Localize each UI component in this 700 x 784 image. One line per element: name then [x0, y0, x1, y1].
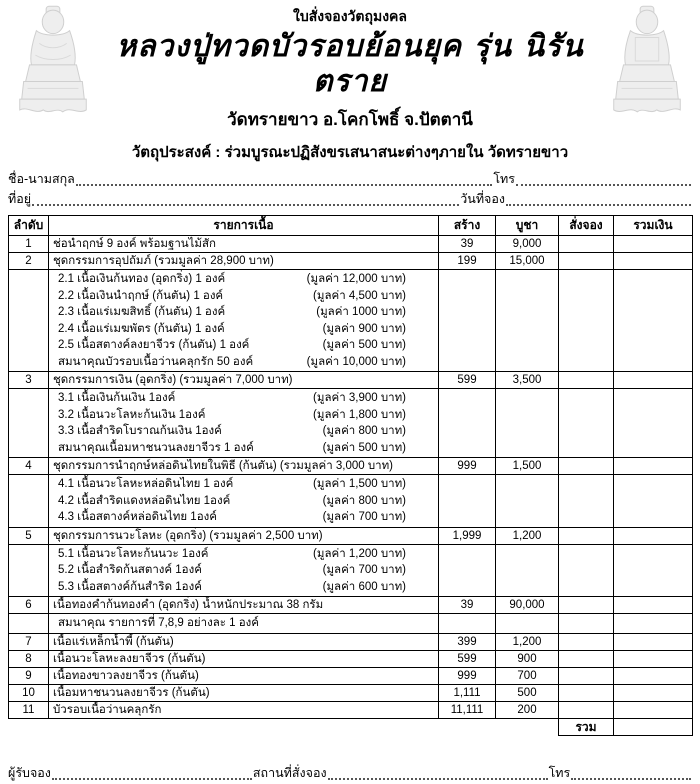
made-quantity-empty	[439, 614, 496, 634]
name-label: ชื่อ-นามสกุล	[8, 172, 75, 186]
item-description: ชุดกรรมการนวะโลหะ (อุดกริ่ง) (รวมมูลค่า 2,500 บาท)	[49, 527, 439, 544]
sub-item-line	[53, 288, 434, 305]
order-quantity-cell[interactable]	[559, 527, 614, 544]
grand-total-label: รวม	[559, 718, 614, 735]
table-subrow	[9, 544, 693, 597]
row-number-empty	[9, 614, 49, 634]
row-number-empty	[9, 475, 49, 528]
order-quantity-cell[interactable]	[559, 475, 614, 528]
table-row	[9, 458, 693, 475]
sub-items-cell	[49, 270, 439, 372]
row-number: 7	[9, 633, 49, 650]
sub-item-line	[53, 337, 434, 354]
column-header-price: บูชา	[496, 216, 559, 236]
worship-price: 900	[496, 650, 559, 667]
table-subrow	[9, 270, 693, 372]
worship-price-empty	[496, 389, 559, 458]
order-table	[8, 215, 693, 736]
row-total-cell[interactable]	[614, 684, 693, 701]
sub-items-cell	[49, 544, 439, 597]
sub-items-cell	[49, 614, 439, 634]
sub-item-line	[53, 423, 434, 440]
item-description: เนื้อแร่เหล็กน้ำพี้ (ก้นตัน)	[49, 633, 439, 650]
made-quantity: 999	[439, 458, 496, 475]
sub-item-text: 5.3 เนื้อสตางค์ก้นสำริด 1องค์	[58, 580, 202, 593]
name-phone-line	[8, 170, 692, 190]
table-row	[9, 701, 693, 718]
worship-price: 15,000	[496, 253, 559, 270]
row-number-empty	[9, 544, 49, 597]
item-description: ช่อนำฤกษ์ 9 องค์ พร้อมฐานไม้สัก	[49, 236, 439, 253]
sub-item-value	[406, 615, 434, 632]
order-quantity-cell[interactable]	[559, 389, 614, 458]
main-title: หลวงปู่ทวดบัวรอบย้อนยุค รุ่น นิรันตราย	[116, 29, 584, 99]
sub-item-value: (มูลค่า 700 บาท)	[322, 511, 406, 523]
made-quantity-empty	[439, 389, 496, 458]
order-quantity-cell[interactable]	[559, 633, 614, 650]
column-header-index: ลำดับ	[9, 216, 49, 236]
order-quantity-cell[interactable]	[559, 253, 614, 270]
order-quantity-cell[interactable]	[559, 544, 614, 597]
table-row	[9, 650, 693, 667]
worship-price: 90,000	[496, 597, 559, 614]
row-total-cell[interactable]	[614, 667, 693, 684]
row-total-cell[interactable]	[614, 475, 693, 528]
made-quantity: 39	[439, 236, 496, 253]
name-input-line[interactable]	[76, 184, 493, 186]
header	[8, 4, 692, 164]
worship-price: 200	[496, 701, 559, 718]
made-quantity-empty	[439, 544, 496, 597]
sub-item-text: 5.2 เนื้อสำริดก้นสตางค์ 1องค์	[58, 564, 202, 576]
sub-item-text: สมนาคุณ รายการที่ 7,8,9 อย่างละ 1 องค์	[58, 617, 259, 629]
row-number-empty	[9, 270, 49, 372]
order-quantity-cell[interactable]	[559, 650, 614, 667]
made-quantity: 599	[439, 372, 496, 389]
made-quantity-empty	[439, 475, 496, 528]
booking-date-input-line[interactable]	[506, 204, 691, 206]
sub-item-value: (มูลค่า 500 บาท)	[322, 339, 406, 351]
row-number: 6	[9, 597, 49, 614]
made-quantity: 999	[439, 667, 496, 684]
form-title: ใบสั่งจองวัตถุมงคล	[293, 8, 407, 24]
amulet-statue-back-image	[602, 4, 692, 118]
worship-price: 1,200	[496, 633, 559, 650]
sub-item-value: (มูลค่า 1,800 บาท)	[313, 408, 406, 421]
table-row	[9, 527, 693, 544]
item-description: ชุดกรรมการอุปถัมภ์ (รวมมูลค่า 28,900 บาท)	[49, 253, 439, 270]
sub-items-cell	[49, 475, 439, 528]
table-subrow	[9, 614, 693, 634]
sub-item-text: 4.1 เนื้อนวะโลหะหล่อดินไทย 1 องค์	[58, 478, 234, 490]
sub-item-line	[53, 390, 434, 407]
row-number-empty	[9, 389, 49, 458]
sub-item-text: 3.3 เนื้อสำริดโบราณก้นเงิน 1องค์	[58, 425, 222, 437]
row-number: 4	[9, 458, 49, 475]
item-description: บัวรอบเนื้อว่านคลุกรัก	[49, 701, 439, 718]
row-total-cell[interactable]	[614, 270, 693, 372]
made-quantity: 11,111	[439, 701, 496, 718]
amulet-statue-front-image	[8, 4, 98, 118]
sub-item-value: (มูลค่า 500 บาท)	[322, 441, 406, 454]
sub-item-value: (มูลค่า 1000 บาท)	[316, 306, 406, 318]
table-row	[9, 372, 693, 389]
sub-item-value: (มูลค่า 10,000 บาท)	[306, 355, 406, 368]
order-table-footer	[9, 718, 693, 735]
sub-item-text: 3.1 เนื้อเงินก้นเงิน 1องค์	[58, 392, 176, 404]
row-total-cell[interactable]	[614, 389, 693, 458]
grand-total-row	[9, 718, 693, 735]
sub-item-line	[53, 509, 434, 526]
order-quantity-cell[interactable]	[559, 236, 614, 253]
receiver-label: ผู้รับจอง	[8, 765, 51, 780]
order-quantity-cell[interactable]	[559, 667, 614, 684]
row-total-cell[interactable]	[614, 527, 693, 544]
sub-item-line	[53, 321, 434, 338]
place-label: สถานที่สั่งจอง	[252, 765, 327, 780]
address-date-line	[8, 190, 692, 210]
address-input-line[interactable]	[32, 204, 459, 206]
row-total-cell[interactable]	[614, 633, 693, 650]
sub-item-text: 2.2 เนื้อเงินนำฤกษ์ (ก้นตัน) 1 องค์	[58, 289, 224, 302]
sub-item-line	[53, 271, 434, 288]
worship-price-empty	[496, 475, 559, 528]
item-description: ชุดกรรมการเงิน (อุดกริ่ง) (รวมมูลค่า 7,000 บาท)	[49, 372, 439, 389]
order-quantity-cell[interactable]	[559, 614, 614, 634]
column-header-item: รายการเนื้อ	[49, 216, 439, 236]
sub-item-text: 2.5 เนื้อสตางค์ลงยาจีวร (ก้นตัน) 1 องค์	[58, 339, 250, 351]
item-description: ชุดกรรมการนำฤกษ์หล่อดินไทยในพิธี (ก้นตัน) (รวมมูลค่า 3,000 บาท)	[49, 458, 439, 475]
sub-item-text: 2.1 เนื้อเงินก้นทอง (อุดกริ่ง) 1 องค์	[58, 273, 226, 285]
purpose-line: วัตถุประสงค์ : ร่วมบูรณะปฏิสังขรเสนาสนะต่างๆภายใน วัดทรายขาว	[131, 144, 569, 161]
row-number: 5	[9, 527, 49, 544]
worship-price-empty	[496, 614, 559, 634]
item-description: เนื้อนวะโลหะลงยาจีวร (ก้นตัน)	[49, 650, 439, 667]
worship-price: 500	[496, 684, 559, 701]
footer-spacer-cell	[439, 718, 496, 735]
row-number: 2	[9, 253, 49, 270]
place-input-line[interactable]	[328, 778, 548, 780]
table-subrow	[9, 389, 693, 458]
sub-item-line	[53, 615, 434, 632]
table-row	[9, 667, 693, 684]
sub-item-value: (มูลค่า 3,900 บาท)	[313, 392, 406, 404]
customer-fields	[8, 170, 692, 210]
order-table-body	[9, 236, 693, 719]
worship-price: 700	[496, 667, 559, 684]
worship-price: 1,500	[496, 458, 559, 475]
sub-item-text: สมนาคุณเนื้อมหาชนวนลงยาจีวร 1 องค์	[58, 441, 254, 454]
row-number: 10	[9, 684, 49, 701]
order-quantity-cell[interactable]	[559, 270, 614, 372]
temple-line: วัดทรายขาว อ.โคกโพธิ์ จ.ปัตตานี	[227, 110, 473, 129]
receiver-line	[8, 764, 692, 784]
sub-item-value: (มูลค่า 12,000 บาท)	[306, 273, 406, 285]
worship-price: 3,500	[496, 372, 559, 389]
table-row	[9, 684, 693, 701]
row-total-cell[interactable]	[614, 650, 693, 667]
sub-item-value: (มูลค่า 800 บาท)	[322, 494, 406, 507]
sub-item-value: (มูลค่า 700 บาท)	[322, 564, 406, 576]
item-description: เนื้อทองคำก้นทองคำ (อุดกริ่ง) น้ำหนักประมาณ 38 กรัม	[49, 597, 439, 614]
footer-spacer-cell	[49, 718, 439, 735]
order-quantity-cell[interactable]	[559, 701, 614, 718]
phone-label: โทร	[493, 172, 515, 186]
made-quantity: 1,111	[439, 684, 496, 701]
phone-input-line[interactable]	[516, 184, 691, 186]
address-label: ที่อยู่	[8, 192, 32, 206]
sub-items-cell	[49, 389, 439, 458]
row-total-cell[interactable]	[614, 458, 693, 475]
worship-price-empty	[496, 544, 559, 597]
item-description: เนื้อมหาชนวนลงยาจีวร (ก้นตัน)	[49, 684, 439, 701]
made-quantity: 39	[439, 597, 496, 614]
sub-item-line	[53, 493, 434, 510]
row-number: 1	[9, 236, 49, 253]
sub-item-value: (มูลค่า 800 บาท)	[322, 425, 406, 437]
sub-item-value: (มูลค่า 1,200 บาท)	[313, 547, 406, 560]
worship-price: 1,200	[496, 527, 559, 544]
worship-price-empty	[496, 270, 559, 372]
header-text-block	[98, 4, 602, 164]
receiver-input-line[interactable]	[52, 778, 252, 780]
table-subrow	[9, 475, 693, 528]
item-description: เนื้อทองขาวลงยาจีวร (ก้นตัน)	[49, 667, 439, 684]
sub-item-value: (มูลค่า 900 บาท)	[322, 322, 406, 335]
row-number: 11	[9, 701, 49, 718]
sub-item-line	[53, 440, 434, 457]
made-quantity: 599	[439, 650, 496, 667]
column-header-order-qty: สั่งจอง	[559, 216, 614, 236]
sub-item-text: สมนาคุณบัวรอบเนื้อว่านคลุกรัก 50 องค์	[58, 355, 254, 368]
sub-item-text: 5.1 เนื้อนวะโลหะก้นนวะ 1องค์	[58, 547, 209, 560]
order-quantity-cell[interactable]	[559, 372, 614, 389]
sub-item-line	[53, 304, 434, 321]
made-quantity: 199	[439, 253, 496, 270]
sub-item-text: 4.3 เนื้อสตางค์หล่อดินไทย 1องค์	[58, 511, 217, 523]
sub-item-text: 4.2 เนื้อสำริดแดงหล่อดินไทย 1องค์	[58, 494, 231, 507]
sub-item-line	[53, 476, 434, 493]
order-quantity-cell[interactable]	[559, 458, 614, 475]
row-total-cell[interactable]	[614, 614, 693, 634]
sub-item-text: 3.2 เนื้อนวะโลหะก้นเงิน 1องค์	[58, 408, 206, 421]
sub-item-text: 2.3 เนื้อแร่เมฆสิทธิ์ (ก้นตัน) 1 องค์	[58, 306, 226, 318]
sub-item-text: 2.4 เนื้อแร่เมฆพัตร (ก้นตัน) 1 องค์	[58, 322, 225, 335]
worship-price: 9,000	[496, 236, 559, 253]
made-quantity: 1,999	[439, 527, 496, 544]
sub-item-line	[53, 562, 434, 579]
table-row	[9, 633, 693, 650]
sub-item-line	[53, 546, 434, 563]
column-header-total: รวมเงิน	[614, 216, 693, 236]
table-row	[9, 236, 693, 253]
made-quantity-empty	[439, 270, 496, 372]
footer-phone-input-line[interactable]	[571, 778, 691, 780]
grand-total-amount-cell[interactable]	[614, 718, 693, 735]
row-number: 3	[9, 372, 49, 389]
table-row	[9, 597, 693, 614]
column-header-made: สร้าง	[439, 216, 496, 236]
row-number: 9	[9, 667, 49, 684]
sub-item-line	[53, 354, 434, 371]
footer-spacer-cell	[9, 718, 49, 735]
order-quantity-cell[interactable]	[559, 597, 614, 614]
order-quantity-cell[interactable]	[559, 684, 614, 701]
row-total-cell[interactable]	[614, 372, 693, 389]
made-quantity: 399	[439, 633, 496, 650]
row-total-cell[interactable]	[614, 597, 693, 614]
row-total-cell[interactable]	[614, 544, 693, 597]
sub-item-value: (มูลค่า 1,500 บาท)	[313, 478, 406, 490]
row-total-cell[interactable]	[614, 701, 693, 718]
table-row	[9, 253, 693, 270]
row-number: 8	[9, 650, 49, 667]
footer-spacer-cell	[496, 718, 559, 735]
booking-date-label: วันที่จอง	[460, 192, 505, 206]
footer-phone-label: โทร	[548, 765, 571, 780]
sub-item-line	[53, 579, 434, 596]
row-total-cell[interactable]	[614, 236, 693, 253]
row-total-cell[interactable]	[614, 253, 693, 270]
order-table-header	[9, 216, 693, 236]
sub-item-line	[53, 407, 434, 424]
sub-item-value: (มูลค่า 4,500 บาท)	[313, 289, 406, 302]
sub-item-value: (มูลค่า 600 บาท)	[322, 580, 406, 593]
